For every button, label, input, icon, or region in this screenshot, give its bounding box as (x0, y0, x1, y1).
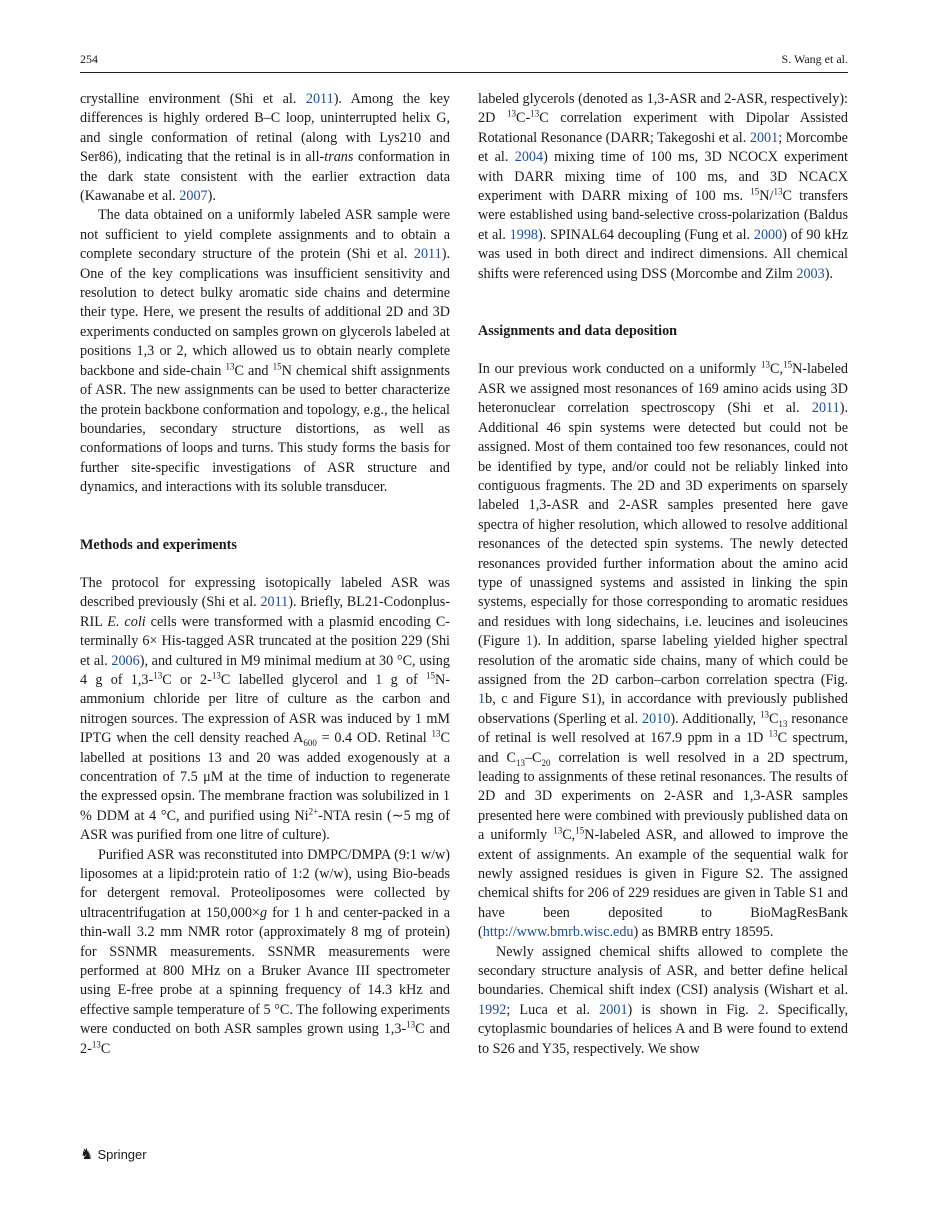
citation-link[interactable]: 2011 (413, 246, 442, 263)
page-number: 254 (80, 52, 98, 66)
running-authors: S. Wang et al. (781, 52, 848, 66)
paragraph: In our previous work conducted on a uniformly $^{13}$C,$^{15}$N-labeled ASR we assigned most resonances of 169 amino acids using 3D heteronuclear correlation spectroscopy (Shi et al. 2011). Additional 46 spin systems were detected but could not be assigned. Most of them contained too few resonances, could not be identified by type, and/or could not be reliably linked into contiguous fragments. The 2D and 3D experiments on sparsely labeled 1,3-ASR and 2-ASR samples presented here gave spectra of higher resolution, which allowed to resolve additional resonances of the detected spin systems. The newly detected resonances provided further information about the amino acid type of unassigned systems and assisted in linking the spin systems, especially for those corresponding to aromatic residues and residues with long sidechains, i.e. leucines and isoleucines (Figure 1). In addition, sparse labeling yielded higher spectral resolution of the aromatic side chains, many of which could be assigned from the 2D carbon–carbon correlation spectra (Fig. 1b, c and Figure S1), in accordance with previously published observations (Sperling et al. 2010). Additionally, $^{13}C_{13}$ resonance of retinal is well resolved at 167.9 ppm in a 1D $^{13}$C spectrum, and $C_{13}-C_{20}$ correlation is well resolved in a 2D spectrum, leading to assignments of these retinal resonances. The results of 2D and 3D experiments on 2-ASR and 1,3-ASR samples presented here were combined with previously published data on a uniformly $^{13}$C,$^{15}$N-labeled ASR, and allowed to improve the extent of assignments. An example of the sequential walk for newly assigned residues is given in Figure S2. The assigned chemical shifts for 206 of 229 residues are given in Table S1 and have been deposited to BioMagResBank (http://www.bmrb.wisc.edu) as BMRB entry 18595. (478, 359, 849, 941)
citation-link[interactable]: 2011 (305, 91, 334, 107)
page-footer (80, 1145, 147, 1163)
citation-link[interactable]: 1998 (509, 226, 538, 243)
running-header (80, 50, 848, 73)
figure-link[interactable]: 1 (525, 633, 533, 650)
citation-link[interactable]: 2001 (749, 129, 779, 146)
paragraph: The protocol for expressing isotopically labeled ASR was described previously (Shi et al. 2011). Briefly, BL21-Codonplus-RIL E. coli cells were transformed with a plasmid encoding C-terminally 6× His-tagged ASR truncated at the position 229 (Shi et al. 2006), and cultured in M9 minimal medium at 30 °C, using 4 g of 1,3-$^{13}$C or 2-$^{13}$C labelled glycerol and 1 g of $^{15}$N-ammonium chloride per litre of culture as the carbon and nitrogen sources. The expression of ASR was induced by 1 mM IPTG when the cell density reached $A_{600} = 0.4$ OD. Retinal $^{13}$C labelled at positions 13 and 20 was added exogenously at a concentration of 7.5 μM at the time of induction to regenerate the expressed opsin. The membrane fraction was solubilized in 1 % DDM at 4 °C, and purified using $Ni^{2+}$-NTA resin (∼5 mg of ASR was purified from one litre of culture). (80, 574, 451, 844)
citation-link[interactable]: 2011 (260, 594, 289, 611)
paragraph: Newly assigned chemical shifts allowed to complete the secondary structure analysis of ASR, and better define helical boundaries. Chemical shift index (CSI) analysis (Wishart et al. 1992; Luca et al. 2001) is shown in Fig. 2. Specifically, cytoplasmic boundaries of helices A and B were found to extend to S26 and Y35, respectively. We show (478, 943, 848, 1057)
citation-link[interactable]: 2006 (111, 652, 140, 669)
citation-link[interactable]: 2010 (642, 710, 671, 727)
paragraph: labeled glycerols (denoted as 1,3-ASR and 2-ASR, respectively): 2D $^{13}$C-$^{13}$C correlation experiment with Dipolar Assisted Rotational Resonance (DARR; Takegoshi et al. 2001; Morcombe et al. 2004) mixing time of 100 ms, 3D NCOCX experiment with DARR mixing time of 100 ms, and 3D NCACX experiment with DARR mixing of 100 ms. $^{15}$N/$^{13}$C transfers were established using band-selective cross-polarization (Baldus et al. 1998). SPINAL64 decoupling (Fung et al. 2000) of 90 kHz was used in both direct and indirect dimensions. All chemical shifts were referenced using DSS (Morcombe and Zilm 2003). (478, 91, 849, 282)
paragraph: Purified ASR was reconstituted into DMPC/DMPA (9:1 w/w) liposomes at a lipid:protein ratio of 1:2 (w/w), using Bio-beads for detergent removal. Proteoliposomes were collected by ultracentrifugation at 150,000×g for 1 h and center-packed in a thin-wall 3.2 mm NMR rotor (approximately 8 mg of protein) for SSNMR measurements. SSNMR measurements were performed at 800 MHz on a Bruker Avance III spectrometer using E-free probe at a spinning frequency of 14.3 kHz and effective sample temperature of 5 °C. The following experiments were conducted on both ASR samples grown using 1,3-$^{13}$C and 2-$^{13}$C (80, 846, 450, 1057)
section-heading-assignments: Assignments and data deposition (478, 323, 678, 340)
citation-link[interactable]: 2001 (599, 1001, 628, 1018)
citation-link[interactable]: 1992 (478, 1001, 507, 1018)
citation-link[interactable]: 2000 (753, 226, 783, 243)
paragraph: The data obtained on a uniformly labeled ASR sample were not sufficient to yield complete assignments and to obtain a complete secondary structure of the protein (Shi et al. 2011). One of the key complications was insufficient sensitivity and resolution to detect bulky aromatic side chains and determine their type. Here, we present the results of additional 2D and 3D experiments conducted on samples grown on glycerols labeled at positions 1,3 or 2, which allowed us to obtain nearly complete backbone and side-chain $^{13}$C and $^{15}$N chemical shift assignments of ASR. The new assignments can be used to better characterize the protein backbone conformation and topology, e.g., the helical boundaries, secondary structure distortions, as well as conformations of loops and turns. This study forms the basis for further site-specific investigations of ASR structure and dynamics, and interactions with its soluble transducer. (80, 207, 450, 496)
citation-link[interactable]: 2004 (514, 149, 544, 166)
paragraph: crystalline environment (Shi et al. 2011). Among the key differences is highly ordered B–C loop, uninterrupted helix G, and single conformation of retinal (along with Lys210 and Ser86), indicating that the retinal is in all-trans conformation in the dark state consistent with the earlier extraction data (Kawanabe et al. 2007). (80, 91, 450, 205)
citation-link[interactable]: 2011 (811, 400, 840, 417)
citation-link[interactable]: 2007 (179, 188, 208, 205)
publisher-name: Springer (97, 1146, 147, 1162)
right-column (478, 90, 848, 1059)
left-column (80, 90, 450, 1059)
figure-link[interactable]: 1 (478, 691, 486, 708)
citation-link[interactable]: 2003 (796, 265, 825, 282)
figure-link[interactable]: 2 (757, 1001, 765, 1018)
bmrb-url-link[interactable]: http://www.bmrb.wisc.edu (482, 924, 634, 941)
springer-horse-icon: ♞ (80, 1146, 94, 1163)
section-heading-methods: Methods and experiments (80, 536, 237, 553)
